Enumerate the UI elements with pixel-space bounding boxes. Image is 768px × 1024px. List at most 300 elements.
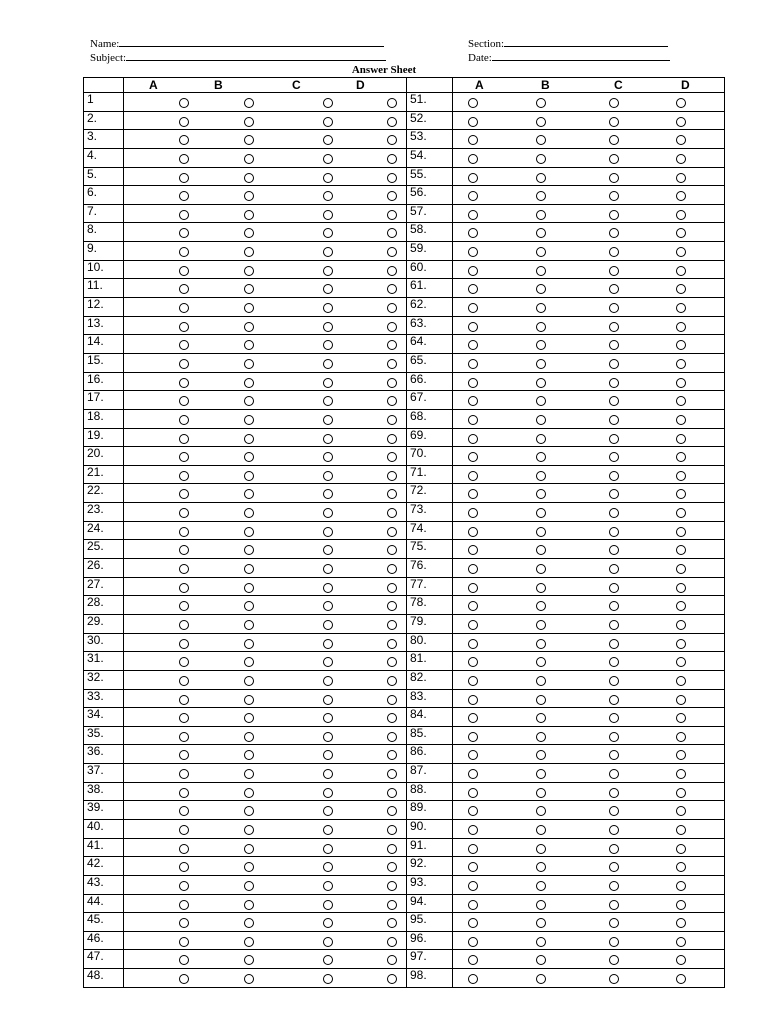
answer-bubble-d[interactable] — [676, 527, 686, 537]
answer-bubble-d[interactable] — [676, 378, 686, 388]
answer-bubble-b[interactable] — [244, 98, 254, 108]
answer-bubble-a[interactable] — [468, 955, 478, 965]
answer-bubble-c[interactable] — [609, 918, 619, 928]
answer-bubble-a[interactable] — [179, 247, 189, 257]
answer-bubble-b[interactable] — [244, 620, 254, 630]
answer-bubble-d[interactable] — [387, 732, 397, 742]
answer-bubble-a[interactable] — [468, 806, 478, 816]
answer-bubble-c[interactable] — [609, 284, 619, 294]
answer-bubble-b[interactable] — [536, 266, 546, 276]
answer-bubble-c[interactable] — [609, 620, 619, 630]
answer-bubble-a[interactable] — [179, 303, 189, 313]
answer-bubble-d[interactable] — [676, 806, 686, 816]
answer-bubble-c[interactable] — [323, 191, 333, 201]
answer-bubble-b[interactable] — [244, 750, 254, 760]
answer-bubble-b[interactable] — [536, 117, 546, 127]
answer-bubble-b[interactable] — [244, 266, 254, 276]
answer-bubble-c[interactable] — [323, 695, 333, 705]
answer-bubble-d[interactable] — [676, 489, 686, 499]
answer-bubble-a[interactable] — [468, 117, 478, 127]
answer-bubble-c[interactable] — [323, 378, 333, 388]
answer-bubble-c[interactable] — [609, 210, 619, 220]
answer-bubble-a[interactable] — [179, 918, 189, 928]
answer-bubble-c[interactable] — [609, 415, 619, 425]
answer-bubble-d[interactable] — [676, 359, 686, 369]
answer-bubble-d[interactable] — [387, 98, 397, 108]
answer-bubble-a[interactable] — [468, 564, 478, 574]
answer-bubble-a[interactable] — [179, 434, 189, 444]
answer-bubble-b[interactable] — [244, 247, 254, 257]
answer-bubble-d[interactable] — [387, 135, 397, 145]
answer-bubble-b[interactable] — [244, 322, 254, 332]
answer-bubble-a[interactable] — [468, 452, 478, 462]
answer-bubble-d[interactable] — [676, 452, 686, 462]
answer-bubble-d[interactable] — [676, 657, 686, 667]
answer-bubble-b[interactable] — [244, 862, 254, 872]
answer-bubble-a[interactable] — [179, 862, 189, 872]
answer-bubble-b[interactable] — [536, 527, 546, 537]
answer-bubble-b[interactable] — [244, 359, 254, 369]
answer-bubble-d[interactable] — [387, 210, 397, 220]
answer-bubble-c[interactable] — [323, 228, 333, 238]
answer-bubble-a[interactable] — [468, 489, 478, 499]
answer-bubble-b[interactable] — [244, 844, 254, 854]
answer-bubble-b[interactable] — [244, 639, 254, 649]
answer-bubble-b[interactable] — [244, 396, 254, 406]
answer-bubble-b[interactable] — [536, 340, 546, 350]
answer-bubble-b[interactable] — [536, 881, 546, 891]
answer-bubble-d[interactable] — [676, 471, 686, 481]
answer-bubble-a[interactable] — [179, 769, 189, 779]
answer-bubble-b[interactable] — [536, 135, 546, 145]
answer-bubble-a[interactable] — [468, 583, 478, 593]
answer-bubble-c[interactable] — [609, 676, 619, 686]
answer-bubble-c[interactable] — [609, 266, 619, 276]
answer-bubble-a[interactable] — [468, 508, 478, 518]
answer-bubble-c[interactable] — [609, 191, 619, 201]
answer-bubble-b[interactable] — [244, 695, 254, 705]
answer-bubble-b[interactable] — [244, 713, 254, 723]
answer-bubble-a[interactable] — [179, 676, 189, 686]
answer-bubble-d[interactable] — [676, 639, 686, 649]
answer-bubble-a[interactable] — [179, 266, 189, 276]
answer-bubble-a[interactable] — [468, 322, 478, 332]
answer-bubble-b[interactable] — [536, 434, 546, 444]
answer-bubble-b[interactable] — [536, 806, 546, 816]
answer-bubble-b[interactable] — [244, 228, 254, 238]
answer-bubble-b[interactable] — [536, 732, 546, 742]
answer-bubble-a[interactable] — [179, 98, 189, 108]
answer-bubble-d[interactable] — [387, 788, 397, 798]
answer-bubble-d[interactable] — [676, 769, 686, 779]
answer-bubble-a[interactable] — [179, 210, 189, 220]
answer-bubble-c[interactable] — [323, 434, 333, 444]
answer-bubble-a[interactable] — [468, 396, 478, 406]
answer-bubble-d[interactable] — [676, 695, 686, 705]
answer-bubble-a[interactable] — [468, 527, 478, 537]
answer-bubble-c[interactable] — [323, 732, 333, 742]
answer-bubble-d[interactable] — [387, 601, 397, 611]
answer-bubble-a[interactable] — [179, 452, 189, 462]
answer-bubble-d[interactable] — [676, 732, 686, 742]
answer-bubble-d[interactable] — [676, 844, 686, 854]
answer-bubble-c[interactable] — [609, 974, 619, 984]
answer-bubble-c[interactable] — [323, 527, 333, 537]
answer-bubble-d[interactable] — [676, 303, 686, 313]
answer-bubble-c[interactable] — [323, 620, 333, 630]
answer-bubble-a[interactable] — [179, 527, 189, 537]
answer-bubble-c[interactable] — [609, 117, 619, 127]
answer-bubble-b[interactable] — [244, 583, 254, 593]
answer-bubble-b[interactable] — [536, 452, 546, 462]
answer-bubble-b[interactable] — [244, 154, 254, 164]
answer-bubble-d[interactable] — [387, 471, 397, 481]
answer-bubble-b[interactable] — [536, 489, 546, 499]
answer-bubble-b[interactable] — [244, 676, 254, 686]
answer-bubble-b[interactable] — [536, 583, 546, 593]
answer-bubble-d[interactable] — [387, 881, 397, 891]
answer-bubble-d[interactable] — [387, 191, 397, 201]
answer-bubble-d[interactable] — [676, 284, 686, 294]
answer-bubble-d[interactable] — [387, 154, 397, 164]
answer-bubble-d[interactable] — [387, 434, 397, 444]
answer-bubble-c[interactable] — [609, 228, 619, 238]
answer-bubble-d[interactable] — [676, 955, 686, 965]
answer-bubble-a[interactable] — [179, 154, 189, 164]
answer-bubble-b[interactable] — [536, 545, 546, 555]
answer-bubble-c[interactable] — [323, 657, 333, 667]
answer-bubble-b[interactable] — [536, 415, 546, 425]
answer-bubble-c[interactable] — [609, 900, 619, 910]
answer-bubble-d[interactable] — [676, 937, 686, 947]
answer-bubble-a[interactable] — [179, 900, 189, 910]
answer-bubble-d[interactable] — [676, 266, 686, 276]
answer-bubble-d[interactable] — [676, 210, 686, 220]
answer-bubble-a[interactable] — [179, 545, 189, 555]
answer-bubble-b[interactable] — [536, 900, 546, 910]
answer-bubble-a[interactable] — [468, 247, 478, 257]
answer-bubble-a[interactable] — [179, 844, 189, 854]
answer-bubble-c[interactable] — [323, 303, 333, 313]
answer-bubble-d[interactable] — [676, 545, 686, 555]
answer-bubble-a[interactable] — [179, 340, 189, 350]
answer-bubble-c[interactable] — [609, 806, 619, 816]
answer-bubble-c[interactable] — [609, 434, 619, 444]
answer-bubble-b[interactable] — [536, 825, 546, 835]
answer-bubble-a[interactable] — [468, 210, 478, 220]
answer-bubble-b[interactable] — [536, 937, 546, 947]
answer-bubble-b[interactable] — [244, 452, 254, 462]
answer-bubble-c[interactable] — [323, 284, 333, 294]
answer-bubble-a[interactable] — [179, 806, 189, 816]
answer-bubble-d[interactable] — [676, 228, 686, 238]
answer-bubble-a[interactable] — [179, 583, 189, 593]
answer-bubble-c[interactable] — [609, 937, 619, 947]
answer-bubble-c[interactable] — [323, 322, 333, 332]
answer-bubble-c[interactable] — [323, 545, 333, 555]
answer-bubble-d[interactable] — [387, 825, 397, 835]
answer-bubble-c[interactable] — [609, 98, 619, 108]
answer-bubble-c[interactable] — [609, 489, 619, 499]
answer-bubble-c[interactable] — [609, 732, 619, 742]
answer-bubble-b[interactable] — [244, 881, 254, 891]
answer-bubble-a[interactable] — [468, 676, 478, 686]
answer-bubble-c[interactable] — [323, 210, 333, 220]
answer-bubble-a[interactable] — [179, 639, 189, 649]
answer-bubble-a[interactable] — [179, 415, 189, 425]
answer-bubble-d[interactable] — [387, 247, 397, 257]
answer-bubble-d[interactable] — [676, 191, 686, 201]
answer-bubble-d[interactable] — [387, 900, 397, 910]
answer-bubble-c[interactable] — [609, 545, 619, 555]
answer-bubble-a[interactable] — [468, 228, 478, 238]
answer-bubble-d[interactable] — [387, 713, 397, 723]
answer-bubble-c[interactable] — [323, 750, 333, 760]
answer-bubble-c[interactable] — [323, 937, 333, 947]
answer-bubble-b[interactable] — [244, 918, 254, 928]
answer-bubble-c[interactable] — [323, 489, 333, 499]
answer-bubble-a[interactable] — [468, 191, 478, 201]
answer-bubble-c[interactable] — [323, 639, 333, 649]
answer-bubble-b[interactable] — [244, 303, 254, 313]
answer-bubble-b[interactable] — [536, 713, 546, 723]
answer-bubble-b[interactable] — [536, 695, 546, 705]
answer-bubble-a[interactable] — [179, 135, 189, 145]
answer-bubble-c[interactable] — [609, 359, 619, 369]
answer-bubble-c[interactable] — [323, 154, 333, 164]
answer-bubble-b[interactable] — [244, 974, 254, 984]
answer-bubble-c[interactable] — [609, 639, 619, 649]
answer-bubble-d[interactable] — [676, 825, 686, 835]
answer-bubble-c[interactable] — [609, 322, 619, 332]
answer-bubble-d[interactable] — [676, 135, 686, 145]
subject-line[interactable] — [126, 50, 386, 61]
answer-bubble-a[interactable] — [179, 788, 189, 798]
answer-bubble-d[interactable] — [387, 228, 397, 238]
answer-bubble-a[interactable] — [468, 471, 478, 481]
answer-bubble-c[interactable] — [609, 788, 619, 798]
answer-bubble-a[interactable] — [468, 974, 478, 984]
answer-bubble-b[interactable] — [244, 508, 254, 518]
answer-bubble-c[interactable] — [609, 825, 619, 835]
answer-bubble-a[interactable] — [468, 173, 478, 183]
answer-bubble-a[interactable] — [179, 508, 189, 518]
answer-bubble-a[interactable] — [179, 601, 189, 611]
answer-bubble-c[interactable] — [323, 900, 333, 910]
answer-bubble-d[interactable] — [676, 750, 686, 760]
answer-bubble-b[interactable] — [244, 601, 254, 611]
answer-bubble-d[interactable] — [387, 844, 397, 854]
answer-bubble-c[interactable] — [609, 247, 619, 257]
answer-bubble-b[interactable] — [244, 955, 254, 965]
answer-bubble-d[interactable] — [387, 266, 397, 276]
answer-bubble-c[interactable] — [609, 378, 619, 388]
answer-bubble-c[interactable] — [323, 508, 333, 518]
answer-bubble-a[interactable] — [468, 844, 478, 854]
answer-bubble-b[interactable] — [536, 396, 546, 406]
answer-bubble-b[interactable] — [536, 974, 546, 984]
answer-bubble-b[interactable] — [244, 210, 254, 220]
answer-bubble-c[interactable] — [323, 862, 333, 872]
answer-bubble-d[interactable] — [676, 154, 686, 164]
answer-bubble-d[interactable] — [387, 620, 397, 630]
answer-bubble-a[interactable] — [179, 974, 189, 984]
answer-bubble-a[interactable] — [179, 620, 189, 630]
answer-bubble-c[interactable] — [609, 713, 619, 723]
answer-bubble-a[interactable] — [468, 415, 478, 425]
answer-bubble-d[interactable] — [676, 620, 686, 630]
answer-bubble-c[interactable] — [323, 844, 333, 854]
answer-bubble-a[interactable] — [468, 695, 478, 705]
answer-bubble-a[interactable] — [179, 359, 189, 369]
answer-bubble-a[interactable] — [179, 228, 189, 238]
answer-bubble-a[interactable] — [468, 900, 478, 910]
answer-bubble-d[interactable] — [676, 676, 686, 686]
answer-bubble-d[interactable] — [387, 340, 397, 350]
answer-bubble-d[interactable] — [387, 396, 397, 406]
answer-bubble-a[interactable] — [179, 937, 189, 947]
answer-bubble-a[interactable] — [468, 862, 478, 872]
answer-bubble-a[interactable] — [468, 545, 478, 555]
answer-bubble-b[interactable] — [536, 378, 546, 388]
answer-bubble-d[interactable] — [676, 974, 686, 984]
answer-bubble-a[interactable] — [179, 695, 189, 705]
answer-bubble-c[interactable] — [323, 117, 333, 127]
section-line[interactable] — [504, 36, 668, 47]
answer-bubble-b[interactable] — [244, 527, 254, 537]
answer-bubble-c[interactable] — [323, 340, 333, 350]
answer-bubble-d[interactable] — [676, 564, 686, 574]
answer-bubble-c[interactable] — [323, 564, 333, 574]
answer-bubble-c[interactable] — [323, 452, 333, 462]
answer-bubble-c[interactable] — [609, 564, 619, 574]
answer-bubble-b[interactable] — [244, 732, 254, 742]
answer-bubble-c[interactable] — [609, 881, 619, 891]
answer-bubble-c[interactable] — [609, 844, 619, 854]
answer-bubble-c[interactable] — [609, 583, 619, 593]
answer-bubble-d[interactable] — [676, 117, 686, 127]
answer-bubble-b[interactable] — [536, 191, 546, 201]
answer-bubble-a[interactable] — [468, 918, 478, 928]
answer-bubble-b[interactable] — [244, 340, 254, 350]
answer-bubble-b[interactable] — [536, 359, 546, 369]
answer-bubble-b[interactable] — [536, 639, 546, 649]
answer-bubble-d[interactable] — [676, 396, 686, 406]
answer-bubble-c[interactable] — [609, 154, 619, 164]
answer-bubble-a[interactable] — [468, 340, 478, 350]
answer-bubble-a[interactable] — [468, 713, 478, 723]
answer-bubble-c[interactable] — [323, 825, 333, 835]
answer-bubble-c[interactable] — [323, 676, 333, 686]
answer-bubble-d[interactable] — [676, 340, 686, 350]
answer-bubble-a[interactable] — [468, 825, 478, 835]
answer-bubble-c[interactable] — [609, 657, 619, 667]
answer-bubble-d[interactable] — [676, 173, 686, 183]
answer-bubble-b[interactable] — [244, 135, 254, 145]
answer-bubble-d[interactable] — [387, 173, 397, 183]
answer-bubble-c[interactable] — [609, 303, 619, 313]
answer-bubble-d[interactable] — [387, 695, 397, 705]
answer-bubble-b[interactable] — [536, 601, 546, 611]
answer-bubble-c[interactable] — [609, 769, 619, 779]
answer-bubble-d[interactable] — [387, 284, 397, 294]
answer-bubble-b[interactable] — [244, 564, 254, 574]
answer-bubble-d[interactable] — [676, 713, 686, 723]
answer-bubble-c[interactable] — [323, 266, 333, 276]
answer-bubble-c[interactable] — [323, 974, 333, 984]
answer-bubble-a[interactable] — [179, 284, 189, 294]
answer-bubble-b[interactable] — [536, 322, 546, 332]
answer-bubble-c[interactable] — [323, 601, 333, 611]
answer-bubble-d[interactable] — [676, 508, 686, 518]
answer-bubble-d[interactable] — [387, 657, 397, 667]
answer-bubble-b[interactable] — [536, 862, 546, 872]
answer-bubble-b[interactable] — [244, 415, 254, 425]
answer-bubble-c[interactable] — [609, 452, 619, 462]
answer-bubble-b[interactable] — [536, 750, 546, 760]
answer-bubble-d[interactable] — [387, 359, 397, 369]
answer-bubble-c[interactable] — [323, 471, 333, 481]
answer-bubble-b[interactable] — [536, 676, 546, 686]
answer-bubble-b[interactable] — [536, 173, 546, 183]
answer-bubble-b[interactable] — [536, 471, 546, 481]
answer-bubble-a[interactable] — [179, 881, 189, 891]
answer-bubble-b[interactable] — [536, 657, 546, 667]
answer-bubble-d[interactable] — [676, 434, 686, 444]
answer-bubble-c[interactable] — [609, 173, 619, 183]
answer-bubble-a[interactable] — [179, 173, 189, 183]
answer-bubble-b[interactable] — [536, 769, 546, 779]
answer-bubble-c[interactable] — [323, 135, 333, 145]
answer-bubble-a[interactable] — [468, 732, 478, 742]
answer-bubble-c[interactable] — [323, 918, 333, 928]
answer-bubble-b[interactable] — [244, 434, 254, 444]
answer-bubble-c[interactable] — [323, 955, 333, 965]
answer-bubble-c[interactable] — [609, 955, 619, 965]
answer-bubble-b[interactable] — [244, 117, 254, 127]
answer-bubble-c[interactable] — [323, 396, 333, 406]
name-line[interactable] — [119, 36, 384, 47]
answer-bubble-b[interactable] — [536, 844, 546, 854]
answer-bubble-a[interactable] — [179, 191, 189, 201]
answer-bubble-c[interactable] — [323, 881, 333, 891]
answer-bubble-b[interactable] — [536, 303, 546, 313]
answer-bubble-d[interactable] — [676, 788, 686, 798]
answer-bubble-a[interactable] — [468, 378, 478, 388]
answer-bubble-b[interactable] — [244, 900, 254, 910]
answer-bubble-b[interactable] — [244, 173, 254, 183]
answer-bubble-a[interactable] — [179, 471, 189, 481]
answer-bubble-d[interactable] — [676, 583, 686, 593]
answer-bubble-b[interactable] — [536, 284, 546, 294]
answer-bubble-a[interactable] — [179, 117, 189, 127]
answer-bubble-b[interactable] — [244, 937, 254, 947]
answer-bubble-d[interactable] — [676, 247, 686, 257]
answer-bubble-a[interactable] — [468, 881, 478, 891]
answer-bubble-a[interactable] — [468, 284, 478, 294]
answer-bubble-d[interactable] — [676, 900, 686, 910]
answer-bubble-c[interactable] — [323, 98, 333, 108]
answer-bubble-b[interactable] — [536, 788, 546, 798]
answer-bubble-c[interactable] — [323, 769, 333, 779]
answer-bubble-d[interactable] — [387, 583, 397, 593]
answer-bubble-d[interactable] — [387, 639, 397, 649]
answer-bubble-b[interactable] — [536, 98, 546, 108]
answer-bubble-d[interactable] — [387, 955, 397, 965]
answer-bubble-a[interactable] — [468, 769, 478, 779]
answer-bubble-d[interactable] — [676, 881, 686, 891]
answer-bubble-c[interactable] — [609, 750, 619, 760]
